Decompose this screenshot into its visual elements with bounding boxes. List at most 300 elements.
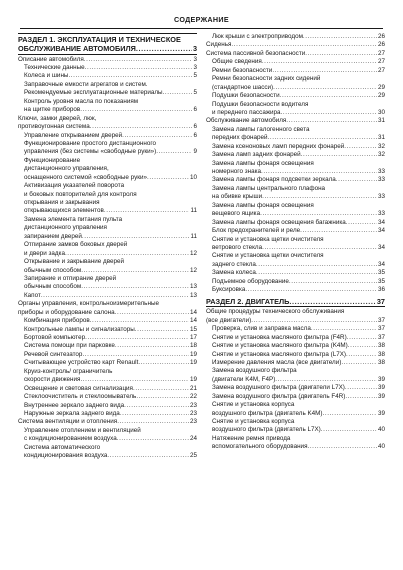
toc-entry-title: Снятие и установка масляного фильтра (K4M) bbox=[212, 342, 348, 350]
toc-entry-page: 33 bbox=[377, 176, 385, 184]
toc-entry bbox=[206, 359, 385, 367]
toc-entry-title: Стеклоочиститель и стеклоомыватель bbox=[24, 393, 137, 401]
toc-entry-title: Запирание и отпирание дверей bbox=[24, 274, 117, 282]
dot-leader bbox=[84, 56, 193, 64]
toc-entry-page: 12 bbox=[189, 266, 197, 274]
toc-entry-title: Считывающее устройство карт Renault bbox=[24, 359, 139, 367]
toc-entry-title: Круиз-контроль/ ограничитель bbox=[24, 367, 113, 375]
toc-entry bbox=[18, 56, 197, 64]
toc-entry bbox=[206, 75, 385, 83]
toc-entry-page: 39 bbox=[377, 409, 385, 417]
toc-entry bbox=[206, 168, 385, 176]
toc-entry-title: Функционирование bbox=[24, 156, 81, 164]
toc-entry bbox=[206, 351, 385, 359]
toc-entry-title: Подъемное оборудование bbox=[212, 277, 289, 285]
toc-entry-title: и переднего пассажира bbox=[212, 108, 281, 116]
toc-entry-page: 5 bbox=[193, 72, 197, 80]
dot-leader bbox=[345, 393, 377, 401]
toc-entry-page: 26 bbox=[377, 41, 385, 49]
toc-entry bbox=[18, 435, 197, 443]
toc-entry bbox=[206, 435, 385, 443]
toc-entry-title: Подушки безопасности водителя bbox=[212, 100, 309, 108]
toc-entry bbox=[18, 216, 197, 224]
toc-entry-title: Система вентиляции и отопления bbox=[18, 418, 118, 426]
dot-leader bbox=[348, 342, 377, 350]
toc-entry-title: скорости движения bbox=[24, 376, 81, 384]
toc-entry-title: заднего стекла bbox=[212, 260, 256, 268]
toc-entry-title: Снятие и установка корпуса bbox=[212, 401, 295, 409]
toc-entry-title: Наружные зеркала заднего вида bbox=[24, 409, 120, 417]
toc-entry-title: Внутреннее зеркало заднего вида bbox=[24, 401, 125, 409]
toc-right-column bbox=[206, 33, 385, 452]
toc-entry-title: кондиционирования воздуха bbox=[24, 452, 108, 460]
toc-entry bbox=[18, 250, 197, 258]
toc-entry bbox=[206, 236, 385, 244]
dot-leader bbox=[135, 326, 189, 334]
dot-leader bbox=[307, 443, 377, 451]
toc-entry-title: воздушного фильтра (двигатель K4M) bbox=[212, 409, 323, 417]
toc-entry bbox=[206, 384, 385, 392]
toc-entry-page: 32 bbox=[377, 151, 385, 159]
toc-entry bbox=[206, 126, 385, 134]
toc-entry bbox=[18, 376, 197, 384]
toc-entry-page: 6 bbox=[193, 123, 197, 131]
toc-entry-title: и двери задка bbox=[24, 249, 65, 257]
toc-entry bbox=[18, 199, 197, 207]
section-heading bbox=[18, 45, 197, 55]
toc-entry-page: 34 bbox=[377, 227, 385, 235]
toc-entry bbox=[206, 418, 385, 426]
toc-entry-title: Технические данные bbox=[24, 64, 85, 72]
toc-entry-title: дистанционного управления bbox=[24, 224, 107, 232]
toc-entry bbox=[206, 50, 385, 58]
toc-entry-title: обычным способом bbox=[24, 266, 82, 274]
toc-entry-page: 37 bbox=[376, 297, 385, 306]
toc-entry-title: Ключи, замки дверей, люк, bbox=[18, 114, 97, 122]
toc-entry-title: Снятие и установка корпуса bbox=[212, 418, 295, 426]
toc-entry-page: 11 bbox=[190, 232, 197, 240]
dot-leader bbox=[104, 207, 190, 215]
toc-left-column bbox=[18, 33, 197, 461]
toc-entry-title: ветрового стекла bbox=[212, 243, 263, 251]
toc-entry-title: Снятие и установка щетки очистителя bbox=[212, 252, 324, 260]
toc-entry bbox=[18, 385, 197, 393]
toc-entry-title: Описание автомобиля bbox=[18, 55, 84, 63]
dot-leader bbox=[268, 134, 377, 142]
toc-entry-page: 34 bbox=[377, 218, 385, 226]
dot-leader bbox=[289, 298, 375, 307]
toc-entry-page: 26 bbox=[377, 33, 385, 40]
toc-entry-title: с кондиционированием воздуха bbox=[24, 435, 117, 443]
dot-leader bbox=[85, 64, 193, 72]
toc-entry-title: Контрольные лампы и сигнализаторы bbox=[24, 325, 135, 333]
dot-leader bbox=[275, 376, 377, 384]
dot-leader bbox=[289, 278, 377, 286]
toc-entry-page: 38 bbox=[377, 350, 385, 358]
toc-entry-title: и боковых повторителей для контроля bbox=[24, 190, 137, 198]
toc-entry-page: 23 bbox=[189, 418, 197, 426]
toc-entry-title: Замена лампы фонаря освещения bbox=[212, 159, 314, 167]
toc-entry-page: 9 bbox=[193, 148, 197, 156]
toc-entry-page: 23 bbox=[189, 401, 197, 409]
toc-entry bbox=[18, 182, 197, 190]
toc-entry-page: 39 bbox=[377, 375, 385, 383]
toc-entry-title: дистанционного управления, bbox=[24, 165, 109, 173]
toc-entry-page: 14 bbox=[189, 317, 197, 325]
toc-entry bbox=[206, 134, 385, 142]
dot-leader bbox=[336, 176, 377, 184]
dot-leader bbox=[147, 174, 189, 182]
toc-entry-title: вспомогательного оборудования bbox=[212, 443, 308, 451]
dot-leader bbox=[80, 106, 192, 114]
toc-entry bbox=[18, 317, 197, 325]
toc-entry bbox=[206, 101, 385, 109]
toc-entry-page: 6 bbox=[193, 106, 197, 114]
toc-entry-title: запиранием дверей bbox=[24, 232, 82, 240]
dot-leader bbox=[156, 148, 192, 156]
toc-entry-page: 34 bbox=[377, 260, 385, 268]
toc-entry-page: 13 bbox=[189, 283, 197, 291]
toc-entry bbox=[18, 267, 197, 275]
toc-entry-title: Управление открыванием дверей bbox=[24, 131, 123, 139]
toc-entry-title: Функционирование простого дистанционного bbox=[24, 139, 156, 147]
section-heading bbox=[206, 298, 385, 308]
toc-entry-page: 14 bbox=[189, 308, 197, 316]
toc-entry-page: 37 bbox=[377, 325, 385, 333]
dot-leader bbox=[256, 269, 377, 277]
toc-entry bbox=[206, 219, 385, 227]
toc-entry-title: Замена воздушного фильтра (двигатели L7X) bbox=[212, 384, 345, 392]
toc-entry-page: 19 bbox=[189, 350, 197, 358]
dot-leader bbox=[311, 325, 377, 333]
toc-entry bbox=[206, 376, 385, 384]
toc-entry-title: открывающихся элементов bbox=[24, 207, 104, 215]
toc-entry-title: Проверка, слив и заправка масла bbox=[212, 325, 311, 333]
toc-entry-page: 37 bbox=[377, 333, 385, 341]
toc-entry-page: 33 bbox=[377, 193, 385, 201]
dot-leader bbox=[280, 92, 377, 100]
toc-entry bbox=[18, 393, 197, 401]
toc-entry bbox=[206, 261, 385, 269]
toc-entry bbox=[18, 224, 197, 232]
toc-entry bbox=[206, 210, 385, 218]
toc-entry-page: 40 bbox=[377, 443, 385, 451]
toc-entry bbox=[206, 426, 385, 434]
toc-entry-title: Замена воздушного фильтра bbox=[212, 367, 297, 375]
toc-entry bbox=[206, 84, 385, 92]
dot-leader bbox=[321, 426, 377, 434]
toc-entry bbox=[18, 165, 197, 173]
toc-entry-page: 3 bbox=[193, 64, 197, 72]
toc-entry-page: 40 bbox=[377, 426, 385, 434]
toc-entry bbox=[206, 252, 385, 260]
dot-leader bbox=[245, 286, 377, 294]
toc-entry-title: ОБСЛУЖИВАНИЕ АВТОМОБИЛЯ bbox=[18, 44, 136, 53]
dot-leader bbox=[346, 219, 377, 227]
dot-leader bbox=[136, 393, 189, 401]
toc-entry bbox=[18, 233, 197, 241]
toc-entry bbox=[206, 269, 385, 277]
toc-entry-title: воздушного фильтра (двигатель L7X) bbox=[212, 426, 321, 434]
page-title: СОДЕРЖАНИЕ bbox=[20, 12, 383, 29]
toc-entry bbox=[206, 325, 385, 333]
dot-leader bbox=[133, 385, 189, 393]
toc-entry-title: оснащенного системой «свободные руки» bbox=[24, 173, 148, 181]
toc-entry bbox=[18, 72, 197, 80]
toc-entry bbox=[206, 67, 385, 75]
toc-entry bbox=[206, 443, 385, 451]
toc-entry-page: 34 bbox=[377, 243, 385, 251]
toc-entry bbox=[18, 342, 197, 350]
toc-entry bbox=[18, 140, 197, 148]
toc-entry-page: 12 bbox=[189, 249, 197, 257]
toc-entry-title: Органы управления, контрольноизмерительные bbox=[18, 300, 159, 308]
toc-entry-page: 21 bbox=[189, 384, 197, 392]
toc-entry bbox=[18, 64, 197, 72]
dot-leader bbox=[90, 123, 193, 131]
toc-entry-page: 3 bbox=[192, 44, 197, 53]
toc-entry-title: Общие процедуры технического обслуживания bbox=[206, 308, 345, 316]
dot-leader bbox=[341, 359, 377, 367]
toc-entry bbox=[206, 117, 385, 125]
toc-entry-page: 30 bbox=[377, 108, 385, 116]
toc-entry-page: 38 bbox=[377, 358, 385, 366]
toc-entry bbox=[206, 185, 385, 193]
dot-leader bbox=[90, 317, 189, 325]
toc-entry bbox=[206, 278, 385, 286]
dot-leader bbox=[262, 58, 377, 66]
toc-entry-title: Сиденья bbox=[206, 41, 232, 49]
dot-leader bbox=[138, 359, 189, 367]
toc-entry-page: 6 bbox=[193, 131, 197, 139]
toc-entry-page: 29 bbox=[377, 92, 385, 100]
toc-entry-page: 37 bbox=[377, 316, 385, 324]
toc-entry bbox=[18, 241, 197, 249]
toc-entry bbox=[206, 393, 385, 401]
dot-leader bbox=[345, 384, 377, 392]
toc-entry-title: Система пассивной безопасности bbox=[206, 49, 306, 57]
toc-entry-title: Речевой синтезатор bbox=[24, 350, 83, 358]
toc-entry-title: Замена ламп задних фонарей bbox=[212, 151, 301, 159]
toc-entry-title: номерного знака bbox=[212, 168, 261, 175]
dot-leader bbox=[346, 351, 377, 359]
dot-leader bbox=[68, 72, 192, 80]
toc-entry-title: Система автоматического bbox=[24, 443, 101, 451]
dot-leader bbox=[163, 89, 193, 97]
toc-entry-title: Замена лампы фонаря освещения bbox=[212, 201, 314, 209]
toc-entry-page: 27 bbox=[377, 58, 385, 66]
toc-entry-title: Ремни безопасности bbox=[212, 66, 273, 74]
toc-entry-title: Замена лампы фонаря подсветки зеркала bbox=[212, 176, 336, 184]
dot-leader bbox=[115, 342, 189, 350]
dot-leader bbox=[117, 435, 189, 443]
toc-entry bbox=[18, 115, 197, 123]
toc-entry bbox=[206, 193, 385, 201]
toc-entry bbox=[206, 334, 385, 342]
toc-entry-page: 22 bbox=[189, 393, 197, 401]
dot-leader bbox=[262, 193, 377, 201]
toc-entry-page: 11 bbox=[190, 207, 197, 215]
toc-entry bbox=[18, 334, 197, 342]
toc-entry bbox=[18, 123, 197, 131]
toc-entry-title: на щитке приборов bbox=[24, 106, 81, 114]
toc-entry-title: Обслуживание автомобиля bbox=[206, 117, 287, 125]
toc-entry-title: Натяжение ремня привода bbox=[212, 434, 291, 442]
toc-entry-title: Управление отоплением и вентиляцией bbox=[24, 426, 141, 434]
toc-entry-page: 18 bbox=[189, 342, 197, 350]
toc-entry-page: 33 bbox=[377, 210, 385, 218]
toc-entry bbox=[18, 207, 197, 215]
toc-entry bbox=[18, 275, 197, 283]
toc-entry-title: Замена лампы центрального плафона bbox=[212, 184, 326, 192]
dot-leader bbox=[273, 84, 377, 92]
dot-leader bbox=[272, 67, 377, 75]
dot-leader bbox=[251, 317, 377, 325]
dot-leader bbox=[81, 283, 189, 291]
toc-entry-title: Замена ксеноновых ламп передних фонарей bbox=[212, 142, 345, 150]
toc-entry-page: 31 bbox=[377, 134, 385, 142]
dot-leader bbox=[107, 452, 189, 460]
dot-leader bbox=[344, 143, 377, 151]
toc-entry-title: Общие сведения bbox=[212, 58, 262, 66]
toc-entry-page: 32 bbox=[377, 142, 385, 150]
toc-entry-title: Капот bbox=[24, 291, 41, 299]
dot-leader bbox=[231, 41, 377, 49]
dot-leader bbox=[256, 261, 377, 269]
toc-entry-page: 19 bbox=[189, 376, 197, 384]
toc-entry bbox=[18, 368, 197, 376]
toc-entry-title: Заправочные емкости агрегатов и систем. bbox=[24, 80, 148, 88]
dot-leader bbox=[305, 50, 377, 58]
toc-entry-page: 36 bbox=[377, 286, 385, 294]
toc-entry bbox=[206, 58, 385, 66]
dot-leader bbox=[262, 244, 377, 252]
toc-entry-title: Буксировка bbox=[212, 286, 246, 294]
toc-entry-page: 5 bbox=[193, 89, 197, 97]
toc-entry-title: вещевого ящика bbox=[212, 210, 261, 218]
toc-entry bbox=[206, 202, 385, 210]
toc-entry-title: Система помощи при парковке bbox=[24, 342, 115, 350]
dot-leader bbox=[115, 309, 189, 317]
toc-entry bbox=[206, 160, 385, 168]
toc-entry bbox=[206, 41, 385, 49]
toc-entry-page: 29 bbox=[377, 83, 385, 91]
toc-entry bbox=[18, 309, 197, 317]
toc-entry-title: Блок предохранителей и реле bbox=[212, 227, 301, 235]
toc-entry bbox=[18, 132, 197, 140]
toc-entry bbox=[206, 286, 385, 294]
toc-entry bbox=[206, 176, 385, 184]
toc-entry-page: 25 bbox=[189, 452, 197, 460]
toc-entry-page: 27 bbox=[377, 49, 385, 57]
toc-entry-title: Замена лампы галогенного света bbox=[212, 125, 310, 133]
toc-entry bbox=[18, 283, 197, 291]
dot-leader bbox=[260, 210, 377, 218]
toc-entry-page: 3 bbox=[193, 55, 197, 63]
dot-leader bbox=[347, 334, 377, 342]
toc-entry bbox=[18, 351, 197, 359]
toc-entry bbox=[206, 244, 385, 252]
toc-entry-page: 19 bbox=[189, 359, 197, 367]
toc-entry-title: Снятие и установка масляного фильтра (F4R) bbox=[212, 333, 347, 341]
dot-leader bbox=[281, 109, 377, 117]
toc-entry bbox=[18, 98, 197, 106]
toc-entry-title: (двигатели K4M, F4P) bbox=[212, 375, 276, 383]
toc-entry bbox=[206, 151, 385, 159]
toc-entry bbox=[18, 427, 197, 435]
toc-entry-title: (стандартное шасси) bbox=[212, 83, 274, 91]
toc-entry-title: Подушки безопасности bbox=[212, 92, 280, 100]
toc-entry-page: 33 bbox=[377, 168, 385, 175]
toc-entry bbox=[18, 444, 197, 452]
toc-entry bbox=[18, 157, 197, 165]
toc-entry-title: Замена лампы фонаря освещения багажника bbox=[212, 218, 346, 226]
toc-entry bbox=[206, 401, 385, 409]
toc-entry bbox=[18, 191, 197, 199]
toc-entry bbox=[206, 367, 385, 375]
dot-leader bbox=[120, 410, 189, 418]
toc-entry-page: 15 bbox=[189, 325, 197, 333]
toc-entry-page: 35 bbox=[377, 269, 385, 277]
toc-entry-title: Замена воздушного фильтра (двигатель F4R) bbox=[212, 392, 346, 400]
toc-entry-page: 31 bbox=[377, 117, 385, 125]
toc-entry-page: 39 bbox=[377, 392, 385, 400]
toc-entry bbox=[18, 258, 197, 266]
toc-entry-page: 13 bbox=[189, 291, 197, 299]
toc-entry-title: противоугонная система bbox=[18, 123, 90, 131]
section-heading bbox=[18, 33, 197, 45]
toc-entry bbox=[18, 106, 197, 114]
dot-leader bbox=[301, 151, 377, 159]
toc-entry-title: Колеса и шины bbox=[24, 72, 69, 80]
toc-entry bbox=[18, 359, 197, 367]
dot-leader bbox=[261, 168, 377, 176]
toc-entry-title: Контроль уровня масла по показаниям bbox=[24, 97, 139, 105]
toc-entry bbox=[206, 92, 385, 100]
toc-entry-page: 24 bbox=[189, 435, 197, 443]
toc-entry-page: 17 bbox=[189, 334, 197, 342]
dot-leader bbox=[323, 410, 377, 418]
toc-entry bbox=[206, 317, 385, 325]
dot-leader bbox=[65, 250, 189, 258]
toc-entry-title: управления (без системы «свободные руки») bbox=[24, 148, 157, 156]
toc-entry-title: Замена колеса bbox=[212, 269, 256, 277]
toc-entry-title: Комбинация приборов bbox=[24, 317, 90, 325]
toc-entry-page: 23 bbox=[189, 409, 197, 417]
toc-entry-page: 10 bbox=[189, 173, 197, 181]
toc-entry-title: Бортовой компьютер bbox=[24, 334, 86, 342]
toc-entry-title: Снятие и установка щетки очистителя bbox=[212, 235, 324, 243]
toc-entry bbox=[206, 143, 385, 151]
toc-entry bbox=[18, 418, 197, 426]
toc-entry-title: передних фонарей bbox=[212, 134, 268, 142]
toc-entry-title: Рекомендуемые эксплуатационные материалы bbox=[24, 89, 163, 97]
toc-entry bbox=[18, 326, 197, 334]
toc-entry-title: (все двигатели) bbox=[206, 316, 252, 324]
toc-entry bbox=[18, 402, 197, 410]
dot-leader bbox=[117, 418, 189, 426]
toc-entry bbox=[18, 89, 197, 97]
dot-leader bbox=[136, 45, 192, 54]
dot-leader bbox=[122, 132, 192, 140]
toc-entry-title: на обивке крыши bbox=[212, 193, 263, 201]
toc-entry bbox=[18, 452, 197, 460]
toc-entry bbox=[206, 33, 385, 41]
dot-leader bbox=[303, 33, 377, 41]
dot-leader bbox=[80, 376, 189, 384]
toc-entry-title: Снятие и установка масляного фильтра (L7X) bbox=[212, 350, 347, 358]
toc-entry bbox=[206, 342, 385, 350]
